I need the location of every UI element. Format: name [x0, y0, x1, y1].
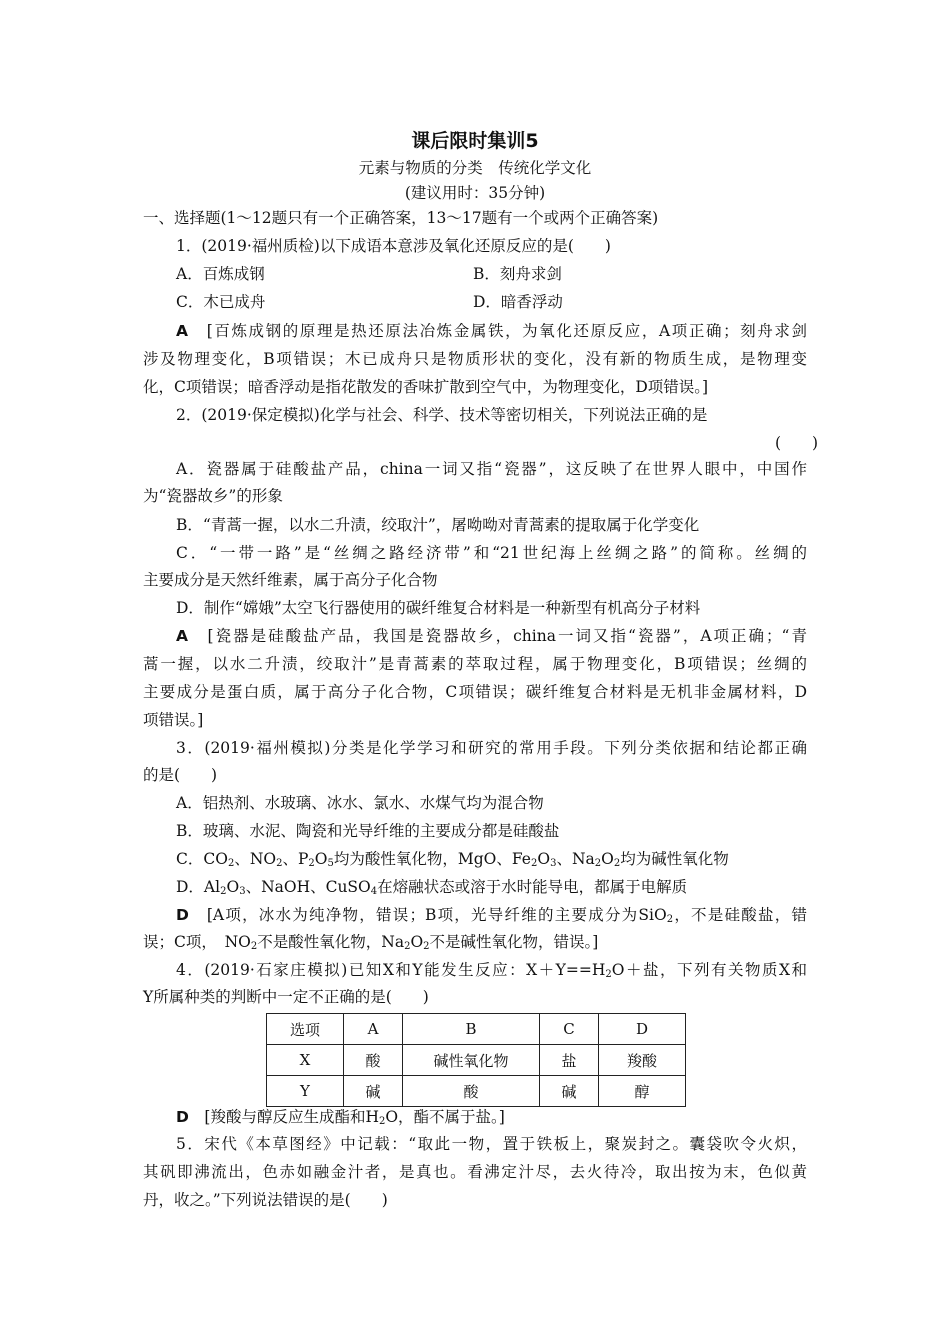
table-row [267, 1076, 686, 1107]
q2-option-c-line2: 主要成分是天然纤维素，属于高分子化合物 [143, 571, 438, 589]
table-cell: 酸 [344, 1045, 403, 1076]
q2-explanation-line4: 项错误。] [143, 711, 204, 729]
table-header-cell: D [599, 1014, 686, 1045]
q3-option-a: A．铝热剂、水玻璃、冰水、氯水、水煤气均为混合物 [176, 794, 544, 812]
page-title: 课后限时集训5 [411, 130, 539, 152]
table-header-cell: 选项 [267, 1014, 344, 1045]
table-row [267, 1045, 686, 1076]
time-hint: (建议用时：35分钟) [404, 184, 546, 202]
table-cell: 碱 [540, 1076, 599, 1107]
q1-answer: A [176, 322, 188, 340]
q3-explanation-line2: 误；C项， $NO_2$不是酸性氧化物，$Na_2O_2$不是碱性氧化物，错误。] [143, 933, 599, 952]
q4-answer: D [176, 1108, 189, 1126]
q2-option-c-line1: C．“一带一路”是“丝绸之路经济带”和“21世纪海上丝绸之路”的简称。丝绸的 [176, 544, 807, 562]
q4-stem-line2: Y所属种类的判断中一定不正确的是( ) [143, 988, 429, 1006]
table-cell: 酸 [403, 1076, 540, 1107]
page-subtitle: 元素与物质的分类 传统化学文化 [358, 159, 592, 177]
q1-option-a: A．百炼成钢 [176, 265, 265, 283]
q2-stem: 2．(2019·保定模拟)化学与社会、科学、技术等密切相关，下列说法正确的是 [176, 406, 708, 424]
q1-stem: 1．(2019·福州质检)以下成语本意涉及氧化还原反应的是( ) [176, 237, 611, 255]
q3-option-b: B．玻璃、水泥、陶瓷和光导纤维的主要成分都是硅酸盐 [176, 822, 560, 840]
q1-explanation-line1: A [百炼成钢的原理是热还原法冶炼金属铁，为氧化还原反应，A项正确；刻舟求剑 [176, 322, 807, 340]
table-cell: 盐 [540, 1045, 599, 1076]
q3-explanation-line1: D [A项，冰水为纯净物，错误；B项，光导纤维的主要成分为SiO$_2$，不是硅酸盐，错 [176, 906, 807, 925]
q1-option-d: D．暗香浮动 [473, 293, 563, 311]
q2-option-d: D．制作“嫦娥”太空飞行器使用的碳纤维复合材料是一种新型有机高分子材料 [176, 599, 701, 617]
q1-option-b: B．刻舟求剑 [473, 265, 562, 283]
table-header-cell: A [344, 1014, 403, 1045]
table-cell: X [267, 1045, 344, 1076]
section-heading: 一、选择题(1～12题只有一个正确答案，13～17题有一个或两个正确答案) [143, 209, 659, 227]
q2-explanation-line2: 蒿一握，以水二升渍，绞取汁”是青蒿素的萃取过程，属于物理变化，B项错误；丝绸的 [143, 655, 807, 673]
q2-answer: A [176, 627, 188, 645]
q3-option-c: C．$CO_2$、$NO_2$、$P_2O_5$均为酸性氧化物，MgO、$Fe_2O_3$、$Na_2O_2$均为碱性氧化物 [176, 850, 729, 869]
q2-option-a-line1: A．瓷器属于硅酸盐产品，china一词又指“瓷器”，这反映了在世界人眼中，中国作 [176, 460, 807, 478]
table-header-row [267, 1014, 686, 1045]
q2-option-a-line2: 为“瓷器故乡”的形象 [143, 487, 283, 505]
table-header-cell: C [540, 1014, 599, 1045]
q4-options-table [266, 1013, 686, 1107]
q3-stem-line1: 3．(2019·福州模拟)分类是化学学习和研究的常用手段。下列分类依据和结论都正确 [176, 739, 807, 757]
q1-explanation-line2: 涉及物理变化，B项错误；木已成舟只是物质形状的变化，没有新的物质生成，是物理变 [143, 350, 807, 368]
q4-stem-line1: 4．(2019·石家庄模拟)已知X和Y能发生反应：$X+Y==H_2O+$盐，下列有关物质X和 [176, 961, 807, 980]
q2-option-b: B．“青蒿一握，以水二升渍，绞取汁”，屠呦呦对青蒿素的提取属于化学变化 [176, 516, 700, 534]
q3-stem-line2: 的是( ) [143, 766, 218, 784]
table-cell: Y [267, 1076, 344, 1107]
q5-stem-line1: 5．宋代《本草图经》中记载：“取此一物，置于铁板上，聚炭封之。囊袋吹令火炽， [176, 1135, 807, 1153]
q3-option-d: D．$Al_2O_3$、NaOH、CuSO$_4$在熔融状态或溶于水时能导电，都属于电解质 [176, 878, 688, 897]
q2-explanation-line3: 主要成分是蛋白质，属于高分子化合物，C项错误；碳纤维复合材料是无机非金属材料，D [143, 683, 807, 701]
table-header-cell: B [403, 1014, 540, 1045]
q5-stem-line2: 其矾即沸流出，色赤如融金汁者，是真也。看沸定汁尽，去火待冷，取出按为末，色似黄 [143, 1163, 807, 1181]
table-cell: 碱 [344, 1076, 403, 1107]
table-cell: 碱性氧化物 [403, 1045, 540, 1076]
q1-option-c: C．木已成舟 [176, 293, 266, 311]
q1-explanation-line3: 化，C项错误；暗香浮动是指花散发的香味扩散到空气中，为物理变化，D项错误。] [143, 378, 709, 396]
table-cell: 羧酸 [599, 1045, 686, 1076]
q4-explanation: D [羧酸与醇反应生成酯和$H_2O$，酯不属于盐。] [176, 1108, 505, 1127]
q5-stem-line3: 丹，收之。”下列说法错误的是( ) [143, 1191, 388, 1209]
q2-explanation-line1: A [瓷器是硅酸盐产品，我国是瓷器故乡，china一词又指“瓷器”，A项正确；“青 [176, 627, 807, 645]
q3-answer: D [176, 906, 189, 924]
table-cell: 醇 [599, 1076, 686, 1107]
q2-answer-paren: ( ) [775, 434, 819, 452]
